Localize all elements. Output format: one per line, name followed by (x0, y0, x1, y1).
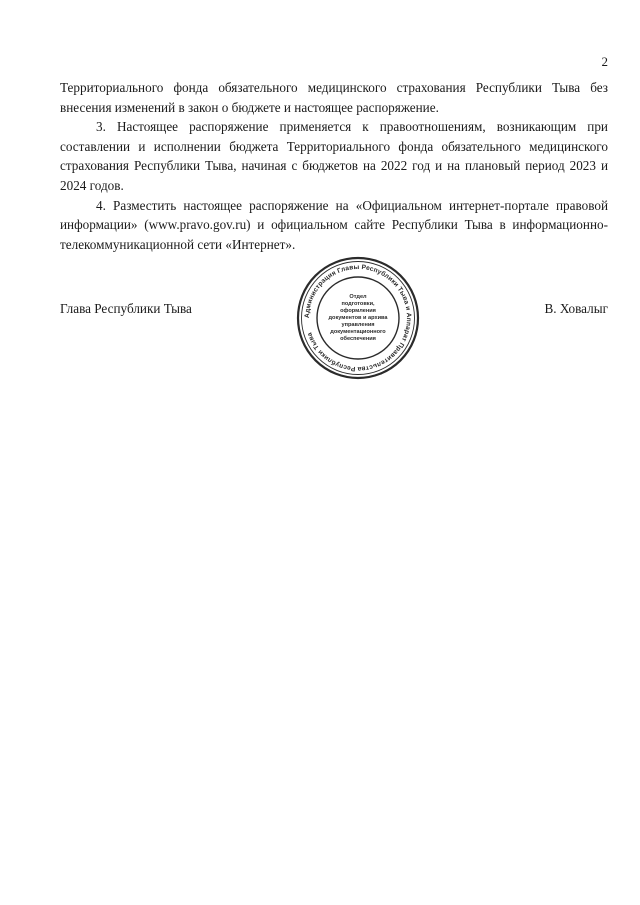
document-body (60, 78, 608, 254)
paragraph-item-4: 4. Разместить настоящее распоряжение на «Официальном интернет-портале правовой информации» (www.pravo.gov.ru) и официальном сайте Республики Тыва в информационно-телекоммуникационной сети «Интернет». (60, 197, 608, 252)
svg-text:Отдел: Отдел (349, 294, 367, 300)
seal-icon (296, 256, 420, 380)
paragraph-continuation: Территориального фонда обязательного медицинского страхования Республики Тыва без внесения изменений в закон о бюджете и настоящее распоряжение. (60, 80, 608, 115)
svg-text:обеспечения: обеспечения (340, 336, 376, 342)
svg-text:документов и архива: документов и архива (328, 315, 388, 321)
signatory-name: В. Ховалыг (544, 301, 608, 316)
seal-ring-text: Администрация Главы Республики Тыва и Аппарат Правительства Республики Тыва (303, 263, 413, 373)
svg-text:подготовки,: подготовки, (341, 301, 375, 307)
paragraph-item-3: 3. Настоящее распоряжение применяется к правоотношениям, возникающим при составлении и исполнении бюджета Территориального фонда обязательного медицинского страхования Республики Тыва, начиная с бюджетов на 2022 год и на плановый период 2023 и 2024 годов. (60, 119, 608, 193)
page-number: 2 (601, 54, 608, 69)
signatory-position: Глава Республики Тыва (60, 301, 192, 316)
svg-text:управления: управления (341, 322, 375, 328)
svg-text:документационного: документационного (330, 329, 386, 335)
svg-text:оформления: оформления (340, 308, 376, 314)
official-seal-stamp (296, 256, 420, 380)
